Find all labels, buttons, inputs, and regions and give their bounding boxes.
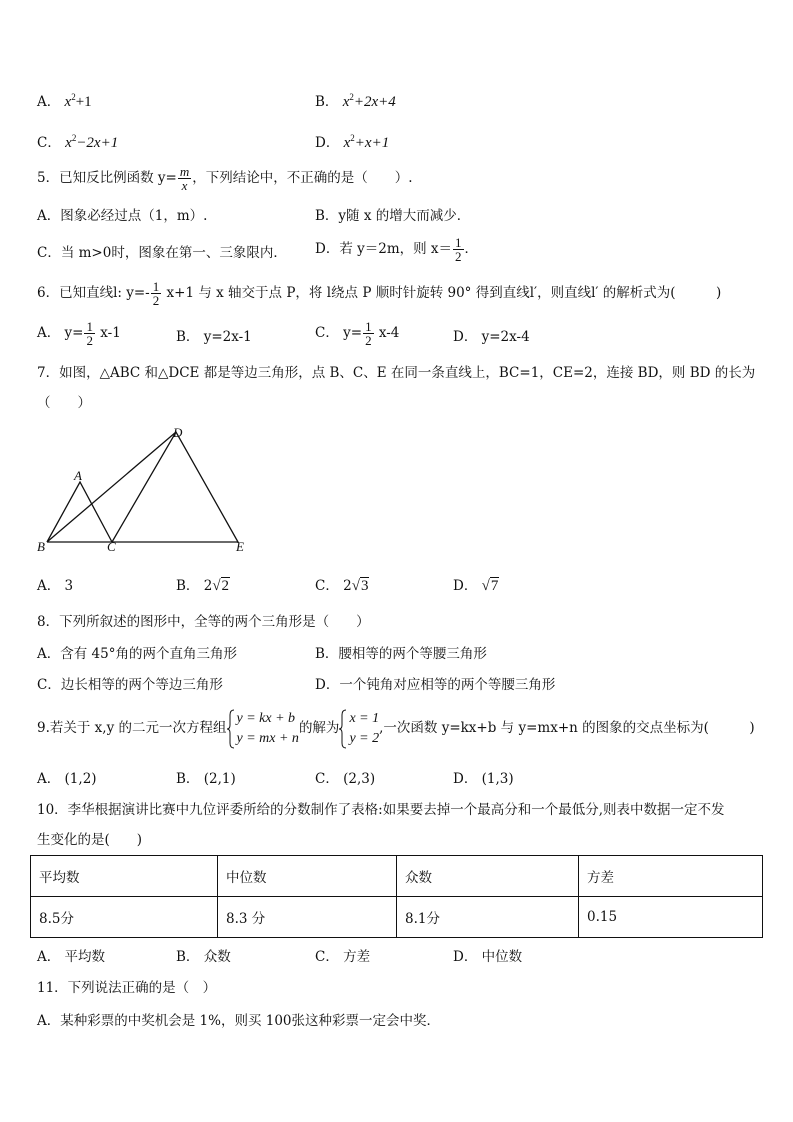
equation-line: y = 2: [349, 730, 380, 746]
q5-stem: [37, 165, 413, 192]
q7-stem-line2: （ ）: [37, 395, 91, 411]
q7-option-c: [315, 577, 369, 595]
fraction: [453, 236, 464, 263]
option-text: D．若 y＝2m，则 x＝: [315, 241, 453, 257]
option-text: ．: [464, 241, 479, 257]
q7-option-a: A． 3: [37, 578, 74, 594]
option-text: C． y=: [315, 325, 363, 341]
sqrt-expression: √7: [481, 578, 499, 594]
q6-option-c: [315, 320, 399, 347]
q10-option-c: C． 方差: [315, 949, 371, 965]
stem-text: ，下列结论中，不正确的是（ ）.: [192, 170, 413, 186]
q5-option-b: B．y随 x 的增大而减少．: [315, 208, 471, 224]
stem-text: 6．已知直线l: y=-: [37, 285, 150, 301]
table-row: [31, 897, 763, 938]
q4-option-c: [37, 129, 118, 152]
label-a: A: [74, 468, 82, 483]
triangle-figure: [30, 420, 260, 560]
equation-line: y = mx + n: [236, 730, 299, 746]
option-text: B． 2: [176, 578, 213, 594]
table-header-cell: 中位数: [218, 856, 397, 897]
option-label: D．: [315, 135, 340, 151]
radicand: 3: [360, 578, 369, 594]
q9-stem: [37, 708, 755, 749]
q4-option-a: [37, 88, 92, 111]
q10-stem: 10．李华根据演讲比赛中九位评委所给的分数制作了表格:如果要去掉一个最高分和一个最低分,则表中数据一定不发: [37, 802, 725, 818]
equation-line: x = 1: [349, 710, 380, 726]
q10-option-d: D． 中位数: [453, 949, 523, 965]
option-text: D．: [453, 578, 478, 594]
sqrt-expression: √2: [212, 578, 230, 594]
math-expression: $x^2+1$: [64, 92, 92, 110]
denominator: x: [181, 178, 188, 193]
q8-option-c: C．边长相等的两个等边三角形: [37, 677, 223, 693]
option-text: x-4: [374, 325, 400, 341]
fraction: [84, 320, 95, 347]
stem-text: 的解为: [298, 720, 340, 736]
expression-tail: +1: [75, 94, 92, 110]
q5-option-a: A．图象必经过点（1，m）.: [37, 208, 208, 224]
numerator: 1: [365, 319, 372, 334]
q6-option-b: B． y=2x-1: [176, 329, 252, 345]
table-cell: 8.1分: [397, 897, 579, 938]
option-text: A． y=: [37, 325, 84, 341]
label-c: C: [107, 539, 116, 554]
score-table: [30, 855, 763, 938]
table-header-row: [31, 856, 763, 897]
label-d: D: [173, 425, 183, 440]
option-label: B．: [315, 94, 339, 110]
stem-text: ,一次函数 y=kx+b 与 y=mx+n 的图象的交点坐标为( ): [379, 720, 755, 736]
expression-tail: −2x+1: [76, 135, 119, 151]
q7-option-d: [453, 577, 499, 595]
triangle-dce: [47, 432, 238, 542]
denominator: 2: [365, 333, 372, 348]
q10-stem-line2: 生变化的是( ): [37, 832, 143, 848]
numerator: 1: [455, 235, 462, 250]
q6-stem: [37, 280, 721, 307]
fraction: [151, 280, 162, 307]
label-e: E: [236, 539, 244, 554]
q5-option-d: [315, 236, 478, 263]
q10-option-b: B． 众数: [176, 949, 231, 965]
expression-tail: +x+1: [354, 135, 390, 151]
q7-option-b: [176, 577, 230, 595]
denominator: 2: [86, 333, 93, 348]
q9-option-b: B． (2,1): [176, 771, 236, 787]
fraction: [363, 320, 374, 347]
q8-option-d: D．一个钝角对应相等的两个等腰三角形: [315, 677, 556, 693]
option-text: x-1: [95, 325, 121, 341]
option-text: C． 2: [315, 578, 352, 594]
numerator: 1: [86, 319, 93, 334]
q9-option-d: D． (1,3): [453, 771, 514, 787]
fraction: [178, 165, 191, 192]
equation-system: [227, 709, 299, 749]
segment-bd: [47, 432, 176, 542]
denominator: 2: [152, 293, 160, 308]
expression-tail: +2x+4: [353, 94, 396, 110]
table-cell: 8.5分: [31, 897, 218, 938]
q8-stem: 8．下列所叙述的图形中，全等的两个三角形是（ ）: [37, 614, 370, 630]
math-expression: $x^2+x+1$: [343, 133, 390, 151]
q9-option-a: A． (1,2): [37, 771, 97, 787]
q6-option-d: D． y=2x-4: [453, 329, 530, 345]
q4-option-b: [315, 88, 396, 111]
table-header-cell: 众数: [397, 856, 579, 897]
sqrt-expression: √3: [351, 578, 369, 594]
label-b: B: [37, 539, 45, 554]
q5-option-c: C．当 m>0时，图象在第一、三象限内．: [37, 245, 287, 261]
brace-icon: [227, 709, 235, 749]
radicand: 7: [490, 578, 499, 594]
denominator: 2: [455, 249, 462, 264]
brace-icon: [339, 709, 347, 749]
math-expression: $x^2-2x+1$: [65, 133, 119, 151]
table-cell: 0.15: [579, 897, 763, 938]
q6-option-a: [37, 320, 121, 347]
stem-text: 5．已知反比例函数 y=: [37, 170, 177, 186]
q4-option-d: [315, 129, 389, 152]
stem-text: 9.若关于 x,y 的二元一次方程组: [37, 720, 227, 736]
equation-line: y = kx + b: [236, 710, 296, 726]
option-label: C．: [37, 135, 61, 151]
table-header-cell: 平均数: [31, 856, 218, 897]
q10-option-a: A． 平均数: [37, 949, 106, 965]
q8-option-a: A．含有 45°角的两个直角三角形: [37, 646, 237, 662]
table-cell: 8.3 分: [218, 897, 397, 938]
radicand: 2: [221, 578, 230, 594]
option-label: A．: [37, 94, 61, 110]
q9-option-c: C． (2,3): [315, 771, 376, 787]
q11-option-a: A．某种彩票的中奖机会是 1%，则买 100张这种彩票一定会中奖．: [37, 1013, 441, 1029]
numerator: m: [179, 164, 190, 179]
numerator: 1: [152, 279, 160, 294]
solution-system: [339, 709, 379, 749]
stem-text: x+1 与 x 轴交于点 P，将 l绕点 P 顺时针旋转 90° 得到直线l′，则直线l′ 的解析式为( ): [162, 285, 722, 301]
table-header-cell: 方差: [579, 856, 763, 897]
q11-stem: 11．下列说法正确的是（ ）: [37, 980, 217, 996]
math-expression: $x^2+2x+4$: [342, 92, 396, 110]
q7-stem: 7．如图，△ABC 和△DCE 都是等边三角形，点 B、C、E 在同一条直线上，BC=1，CE=2，连接 BD，则 BD 的长为: [37, 365, 756, 381]
figure-lines: [47, 432, 238, 542]
q8-option-b: B．腰相等的两个等腰三角形: [315, 646, 487, 662]
